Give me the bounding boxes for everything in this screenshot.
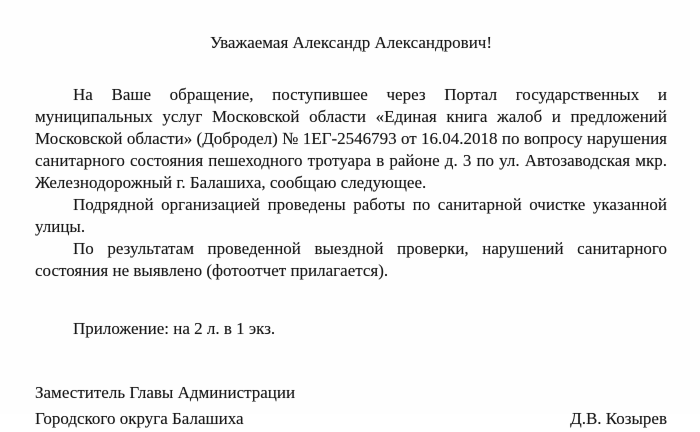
paragraph-appeal-reference: На Ваше обращение, поступившее через Портал государственных и муниципальных услуг Московской области «Единая книга жалоб и предложений Московской области» (Добродел) № 1ЕГ-2546793 от 16.04.2018 по вопросу нарушения санитарного состояния пешеходного тротуара в районе д. 3 по ул. Автозаводская мкр. Железнодорожный г. Балашиха, сообщаю следующее. [35, 85, 667, 192]
paragraph-inspection-result: По результатам проведенной выездной проверки, нарушений санитарного состояния не выявлено (фотоотчет прилагается). [35, 239, 667, 280]
signature-name: Д.В. Козырев [570, 409, 667, 428]
signature-position-line2: Городского округа Балашиха [35, 409, 244, 428]
signature-block [35, 380, 667, 432]
attachment-note: Приложение: на 2 л. в 1 экз. [73, 319, 276, 338]
signature-row [35, 406, 667, 432]
salutation-line: Уважаемая Александр Александрович! [209, 33, 493, 52]
signature-position-line1: Заместитель Главы Администрации [35, 383, 296, 402]
paragraph-works-done: Подрядной организацией проведены работы по санитарной очистке указанной улицы. [35, 195, 667, 236]
